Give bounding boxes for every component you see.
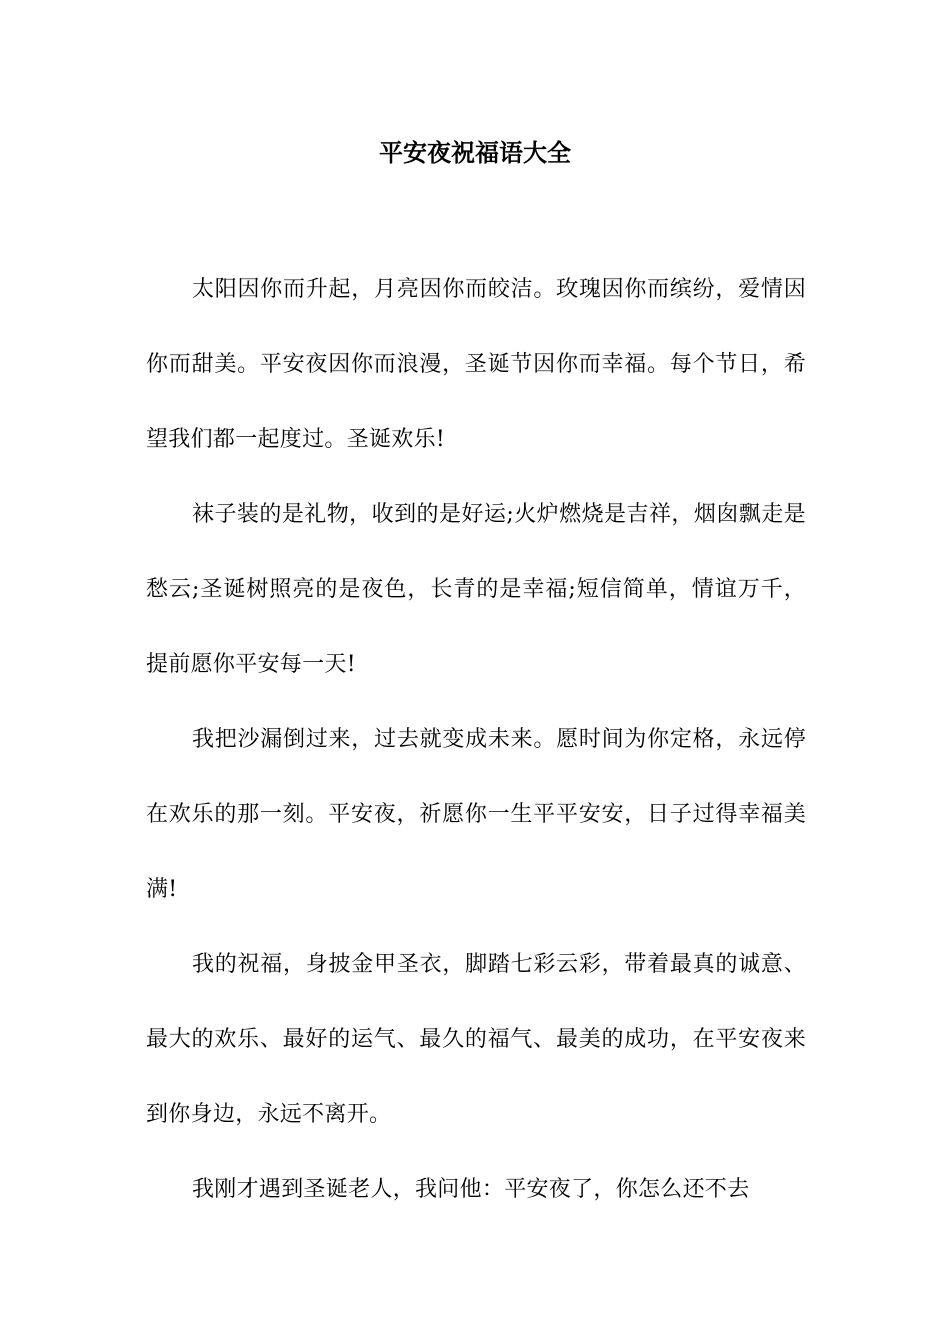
paragraph: 我把沙漏倒过来，过去就变成未来。愿时间为你定格，永远停在欢乐的那一刻。平安夜，祈愿你一生平平安安，日子过得幸福美满! bbox=[146, 727, 806, 902]
paragraph: 我的祝福，身披金甲圣衣，脚踏七彩云彩，带着最真的诚意、最大的欢乐、最好的运气、最久的福气、最美的成功，在平安夜来到你身边，永远不离开。 bbox=[146, 952, 806, 1127]
paragraph: 太阳因你而升起，月亮因你而皎洁。玫瑰因你而缤纷，爱情因你而甜美。平安夜因你而浪漫，圣诞节因你而幸福。每个节日，希望我们都一起度过。圣诞欢乐! bbox=[146, 277, 806, 452]
paragraph: 我刚才遇到圣诞老人，我问他：平安夜了，你怎么还不去 bbox=[192, 1177, 750, 1202]
paragraph: 袜子装的是礼物，收到的是好运;火炉燃烧是吉祥，烟囱飘走是愁云;圣诞树照亮的是夜色，长青的是幸福;短信简单，情谊万千，提前愿你平安每一天! bbox=[146, 502, 806, 677]
document-body bbox=[146, 252, 806, 1227]
document-title: 平安夜祝福语大全 bbox=[379, 138, 571, 167]
